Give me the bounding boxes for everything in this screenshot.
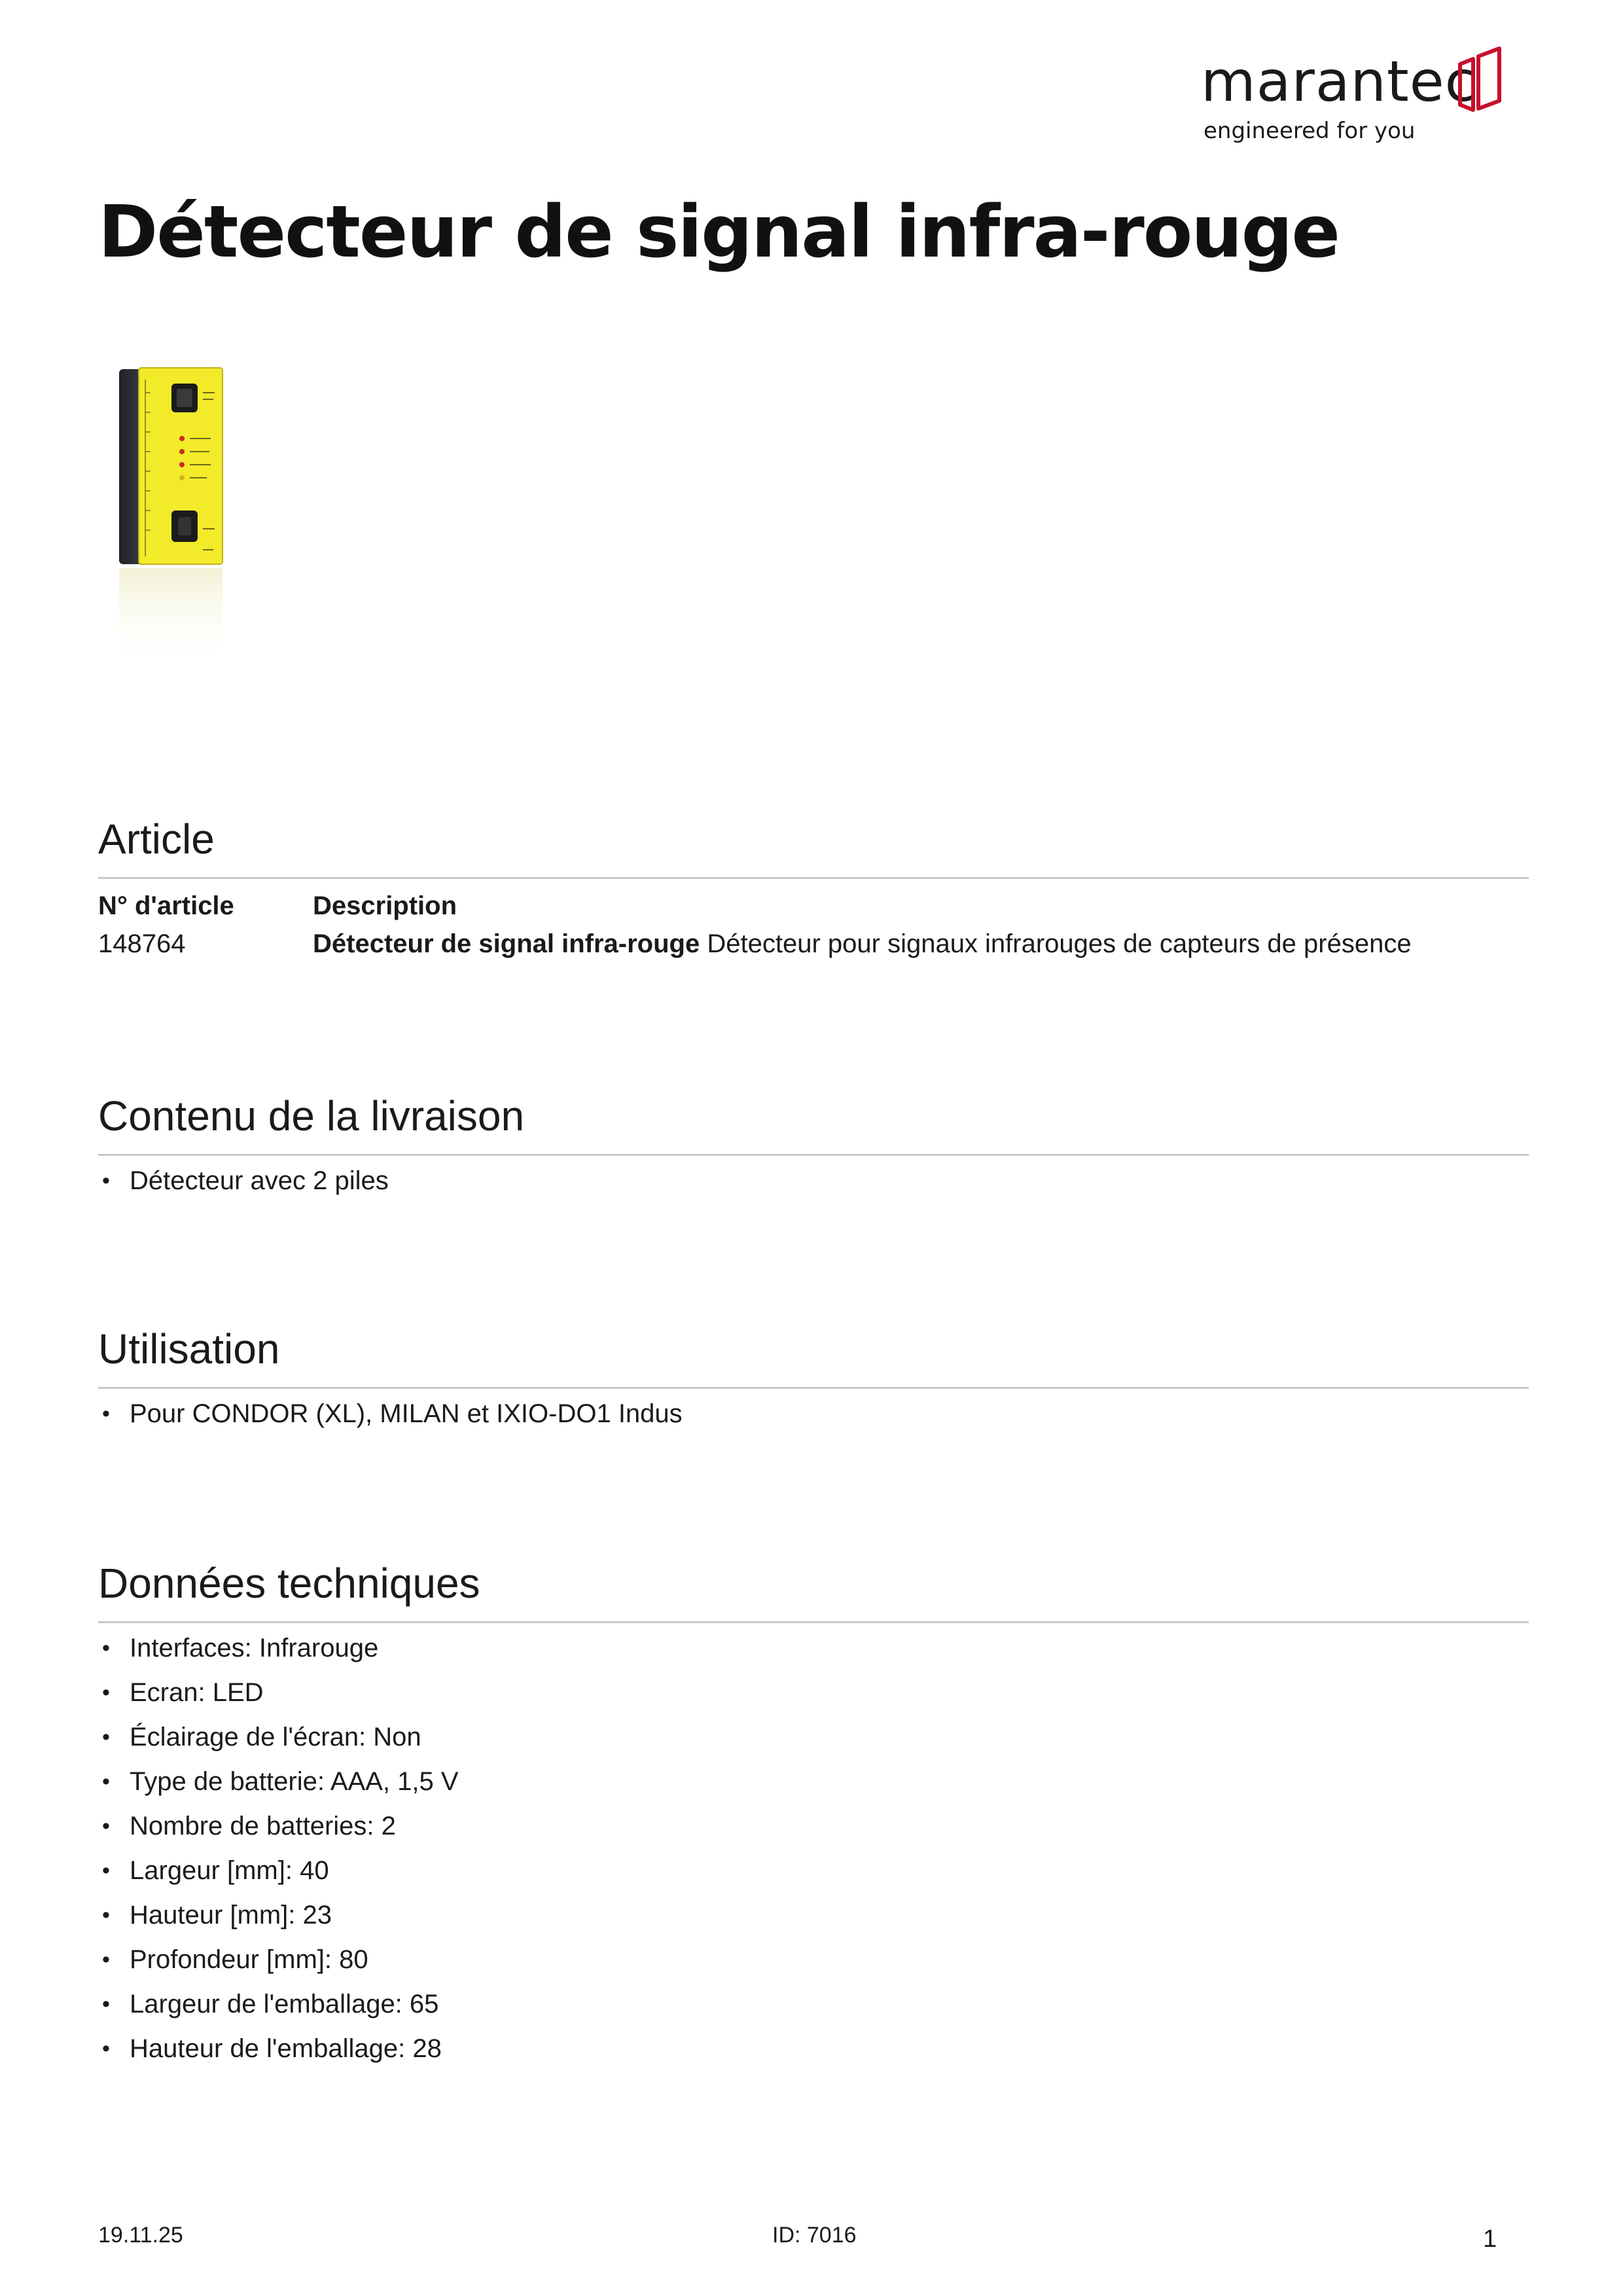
technical-list <box>98 1626 459 2071</box>
page-number: 1 <box>1483 2225 1497 2253</box>
brand-tagline: engineered for you <box>1204 118 1416 144</box>
page-title: Détecteur de signal infra-rouge <box>98 190 1339 274</box>
list-item: • Détecteur avec 2 piles <box>98 1158 389 1203</box>
article-description-text: Détecteur pour signaux infrarouges de capteurs de présence <box>707 929 1412 958</box>
list-item: • Largeur de l'emballage: 65 <box>98 1982 459 2026</box>
brand-logo <box>1201 41 1502 152</box>
section-title-usage: Utilisation <box>98 1325 280 1372</box>
list-item: • Largeur [mm]: 40 <box>98 1848 459 1893</box>
footer-id: ID: 7016 <box>772 2223 857 2248</box>
article-description <box>313 929 1412 959</box>
list-item: • Hauteur de l'emballage: 28 <box>98 2026 459 2071</box>
section-title-delivery: Contenu de la livraison <box>98 1092 525 1139</box>
list-item: • Éclairage de l'écran: Non <box>98 1715 459 1759</box>
list-item: • Hauteur [mm]: 23 <box>98 1893 459 1937</box>
list-item: • Pour CONDOR (XL), MILAN et IXIO-DO1 Indus <box>98 1391 683 1436</box>
brand-name: marantec <box>1201 49 1476 115</box>
section-divider <box>98 1387 1529 1389</box>
article-name: Détecteur de signal infra-rouge <box>313 929 700 958</box>
list-item: • Type de batterie: AAA, 1,5 V <box>98 1759 459 1804</box>
article-number: 148764 <box>98 929 186 958</box>
list-item: • Nombre de batteries: 2 <box>98 1804 459 1848</box>
delivery-list <box>98 1158 389 1203</box>
section-divider <box>98 1621 1529 1623</box>
product-image <box>105 360 236 687</box>
section-divider <box>98 1154 1529 1156</box>
column-header-article-number: N° d'article <box>98 891 234 920</box>
list-item: • Interfaces: Infrarouge <box>98 1626 459 1670</box>
list-item: • Profondeur [mm]: 80 <box>98 1937 459 1982</box>
section-divider <box>98 877 1529 879</box>
marantec-logo-icon <box>1456 45 1505 115</box>
column-header-description: Description <box>313 891 457 920</box>
list-item: • Ecran: LED <box>98 1670 459 1715</box>
footer-date: 19.11.25 <box>98 2223 183 2248</box>
section-title-technical: Données techniques <box>98 1560 480 1607</box>
section-title-article: Article <box>98 816 215 863</box>
usage-list <box>98 1391 683 1436</box>
